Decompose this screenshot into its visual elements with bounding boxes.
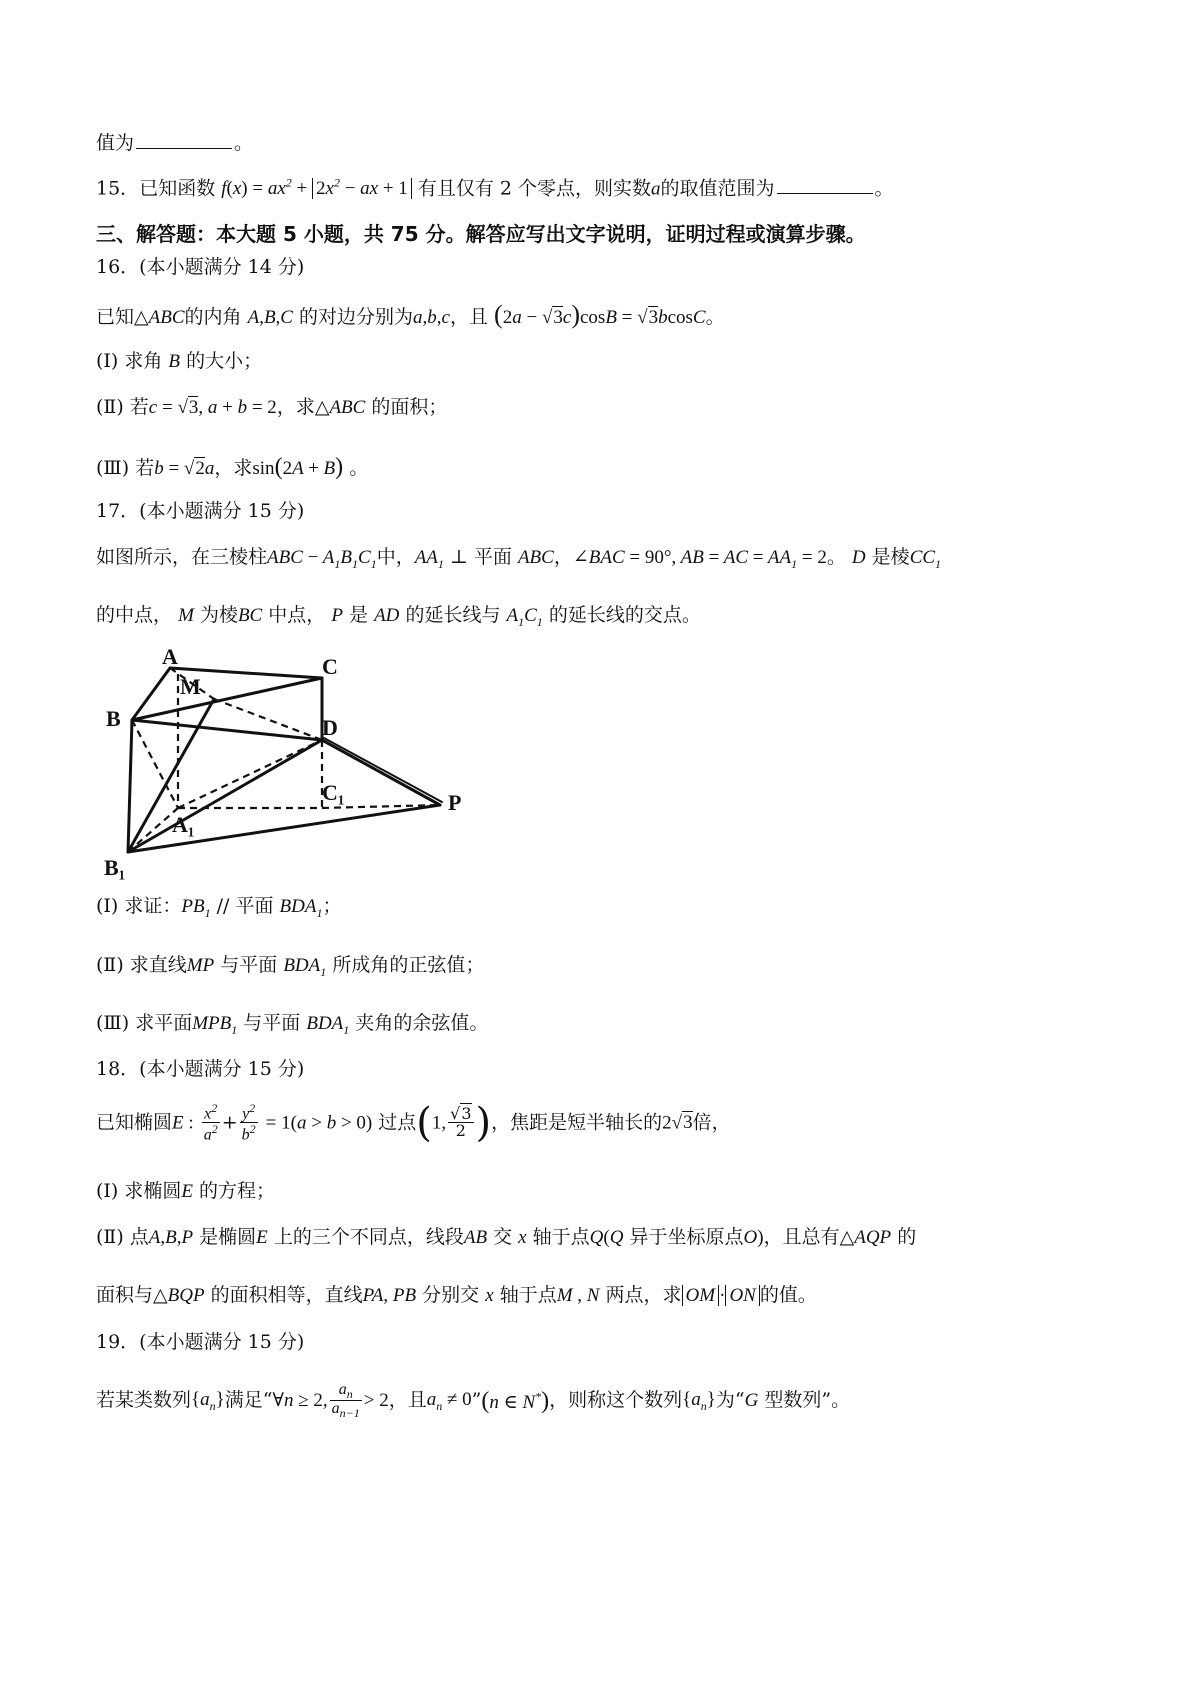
label-B: B [106, 706, 121, 731]
label-C1: C₁ [322, 780, 345, 805]
label-M: M [180, 674, 201, 699]
label-A1: A₁ [172, 812, 195, 837]
q16-part1: (Ⅰ) 求角 B 的大小； [96, 350, 263, 372]
q19-stem: 若某类数列$\{a_n\}$满足“∀n ≥ 2, $\frac{a_n}{a_{n-1}}$ > 2，且$a_n$ ≠ 0”(n ∈ N*)，则称这个数列$\{a_n\}$为“G 型数列”。 [96, 1381, 851, 1421]
q16-stem: 已知△ABC的内角 A,B,C 的对边分别为a,b,c，且 (2a − √3c)cosB = √3bcosC。 [96, 300, 725, 329]
q18-part2: (Ⅱ) 点A,B,P 是椭圆E 上的三个不同点，线段AB 交 x 轴于点Q(Q 异于坐标原点O)，且总有△AQP 的 [96, 1226, 917, 1248]
q15-function: $f(x) = ax^2 + 2x^2$ − ax + 1 [221, 178, 412, 199]
answer-blank [777, 177, 873, 194]
q18-part1: (Ⅰ) 求椭圆E 的方程； [96, 1180, 276, 1202]
section-heading: 三、解答题：本大题 5 小题，共 75 分。解答应写出文字说明，证明过程或演算步骤。 [96, 222, 866, 246]
label-D: D [322, 715, 338, 740]
q17-header: 17．(本小题满分 15 分) [96, 500, 305, 522]
q17-part1: (Ⅰ) 求证：$PB_1$ // 平面 $BDA_1$； [96, 895, 342, 920]
q17-part2: (Ⅱ) 求直线MP 与平面 $BDA_1$ 所成角的正弦值； [96, 954, 485, 979]
label-A: A [162, 644, 178, 669]
question-number: 15． [96, 177, 140, 200]
q17-stem-line2: 的中点， M 为棱BC 中点， P 是 AD 的延长线与 $A_1C_1$ 的延长线的交点。 [96, 604, 701, 629]
q16-header: 16．(本小题满分 14 分) [96, 256, 305, 278]
q18-header: 18．(本小题满分 15 分) [96, 1058, 305, 1080]
label-P: P [448, 790, 462, 815]
q17-part3: (Ⅲ) 求平面$MPB_1$ 与平面 $BDA_1$ 夹角的余弦值。 [96, 1012, 489, 1037]
label-B1: B₁ [104, 855, 126, 880]
q15-line: 15．已知函数 $f(x) = ax^2 + 2x^2$ − ax + 1 有且仅有 2 个零点，则实数a的取值范围为 。 [96, 176, 894, 200]
prism-figure [100, 640, 520, 885]
q16-part2: (Ⅱ) 若c = √3, a + b = 2，求△ABC 的面积； [96, 396, 448, 418]
q17-stem: 如图所示，在三棱柱ABC − $A_1B_1C_1$中，$AA_1$ ⊥ 平面 ABC，∠BAC = 90°, AB = AC = $AA_1 = 2$。 D 是棱$CC_1$ [96, 546, 942, 571]
q16-equation: (2a − √3c)cosB = √3bcosC [494, 300, 706, 329]
q14-tail-text: 值为 [96, 132, 135, 154]
q18-stem: 已知椭圆E : $\frac{x^2}{a^2}$ + $\frac{y^2}{b^2}$ = 1(a > b > 0) 过点(1, $\frac{√3}{2}$ )，焦距是短半轴长的2√3倍， [96, 1099, 731, 1146]
q19-header: 19．(本小题满分 15 分) [96, 1331, 305, 1353]
answer-blank [136, 132, 232, 149]
q16-part3: (Ⅲ) 若b = √2a，求sin(2A + B) 。 [96, 454, 369, 480]
label-C: C [322, 654, 338, 679]
q18-part2-line2: 面积与△BQP 的面积相等，直线PA, PB 分别交 x 轴于点M , N 两点，求 OM · ON 的值。 [96, 1284, 817, 1306]
q14-tail: 值为 。 [96, 132, 254, 154]
